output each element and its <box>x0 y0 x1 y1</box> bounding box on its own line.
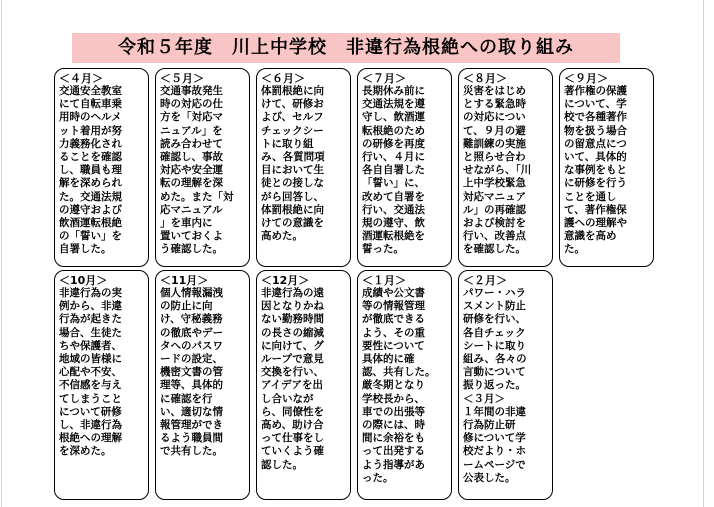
text-line: ニュアル」を <box>160 124 223 137</box>
text-line: 酒運転根絶を <box>362 230 425 243</box>
text-line: 物を扱う場合 <box>564 124 627 137</box>
text-line: 機密文書の管 <box>160 366 223 379</box>
text-line: 誓った。 <box>362 243 404 256</box>
text-line: るよう職員間 <box>160 432 223 445</box>
text-line: ら、同僚性を <box>261 405 324 418</box>
text-line: の研修を再度 <box>362 137 425 150</box>
month-text <box>564 85 650 257</box>
page-edge-line-right <box>703 0 704 507</box>
month-text <box>59 85 145 257</box>
text-line: スメント防止 <box>463 300 526 313</box>
text-line: 体罰根絶に向 <box>261 203 324 216</box>
text-line: し合いなが <box>261 392 314 405</box>
text-line: ット着用が努 <box>59 124 122 137</box>
text-line: 規の遵守、飲 <box>362 217 425 230</box>
text-line: シートに取り <box>463 339 526 352</box>
month-card-jul <box>357 68 452 267</box>
text-line: の留意点につ <box>564 137 627 150</box>
month-text <box>463 85 549 257</box>
text-line: 目において生 <box>261 164 324 177</box>
text-line: け、守秘義務 <box>160 313 223 326</box>
text-line: 徒との接しな <box>261 177 324 190</box>
text-line: めた。また「対 <box>160 190 234 203</box>
text-line: 「誓い」に、 <box>362 177 425 190</box>
month-card-jun <box>256 68 351 267</box>
text-line: よう指導があ <box>362 458 425 471</box>
page-edge-line-left <box>1 0 2 507</box>
month-heading: ＜12月＞ <box>261 274 310 287</box>
text-line: てしまうこと <box>59 392 122 405</box>
text-line: を確認した。 <box>463 243 526 256</box>
text-line: に研修を行う <box>564 177 627 190</box>
text-line: う確認した。 <box>160 243 223 256</box>
text-line: 対応マニュア <box>463 190 526 203</box>
text-line: 認した。 <box>261 458 303 471</box>
text-line: 用時のヘルメ <box>59 111 122 124</box>
text-line: 交換を行い、 <box>261 366 324 379</box>
text-line: が徹底できる <box>362 313 425 326</box>
text-line: の対応につい <box>463 111 526 124</box>
text-line: 認、共有した。 <box>362 366 436 379</box>
text-line: 因となりかね <box>261 300 324 313</box>
text-line: 地域の皆様に <box>59 353 122 366</box>
text-line: 転の理解を深 <box>160 177 223 190</box>
text-line: って仕事をし <box>261 432 324 445</box>
text-line: の際には、時 <box>362 419 425 432</box>
text-line: に確認を行 <box>160 392 213 405</box>
month-text <box>261 287 347 472</box>
text-line: ていくよう確 <box>261 445 324 458</box>
month-heading: ＜11月＞ <box>160 274 209 287</box>
text-line: 行い、４月に <box>362 151 425 164</box>
text-line: 体罰根絶に向 <box>261 85 324 97</box>
text-line: 行い、交通法 <box>362 203 425 216</box>
text-line: た。交通法規 <box>59 190 122 203</box>
text-line: 公表した。 <box>463 471 516 484</box>
text-line: の「誓い」を <box>59 230 122 243</box>
month-text <box>362 287 448 485</box>
month-heading: ＜５月＞ <box>160 72 204 85</box>
text-line: い、適切な情 <box>160 405 223 418</box>
month-heading: ＜９月＞ <box>564 72 608 85</box>
text-line: 組み、各々の <box>463 353 527 366</box>
text-line: とする緊急時 <box>463 98 526 111</box>
text-line: よう、その重 <box>362 326 425 339</box>
text-line: し、職員も理 <box>59 164 122 177</box>
text-line: １年間の非違 <box>463 405 526 418</box>
text-line: について研修 <box>59 405 122 418</box>
month-card-apr <box>54 68 149 267</box>
text-line: 等の情報管理 <box>362 300 425 313</box>
text-line: および検討を <box>463 217 526 230</box>
month-card-feb-mar <box>458 270 553 500</box>
text-line: 行為が起きた <box>59 313 122 326</box>
text-line: 場合、生徒た <box>59 326 122 339</box>
text-line: よび、セルフ <box>261 111 324 124</box>
month-heading: ＜６月＞ <box>261 72 305 85</box>
text-line: ル」の再確認 <box>463 203 526 216</box>
text-line: 飲酒運転根絶 <box>59 217 122 230</box>
month-text <box>362 85 448 257</box>
text-line: けての意識を <box>261 217 324 230</box>
text-line: な事例をもと <box>564 164 627 177</box>
text-line: 応マニュアル <box>160 203 223 216</box>
page-title: 令和５年度 川上中学校 非違行為根絶への取り組み <box>118 37 574 58</box>
text-line: 学校長から、 <box>362 392 425 405</box>
text-line: 交通事故発生 <box>160 85 223 97</box>
text-line: 方を「対応マ <box>160 111 223 124</box>
month-heading: ＜２月＞ <box>463 274 507 287</box>
text-line: について、学 <box>564 98 627 111</box>
text-line: 転根絶のため <box>362 124 425 137</box>
text-line: 不信感を与え <box>59 379 122 392</box>
text-line: 高めた。 <box>261 230 303 243</box>
text-line: ることを確認 <box>59 151 122 164</box>
month-card-dec <box>256 270 351 500</box>
text-line: の遵守および <box>59 203 122 216</box>
text-line: 成績や公文書 <box>362 287 425 299</box>
text-line: 言動について <box>463 366 526 379</box>
text-line: 解を深められ <box>59 177 122 190</box>
text-line: 意識を高め <box>564 230 617 243</box>
text-line: 研修を行い、 <box>463 313 526 326</box>
text-line: 行為防止研 <box>463 419 516 432</box>
text-line: せながら、「川 <box>463 164 532 177</box>
month-text <box>261 85 347 243</box>
text-line: 具体的に確 <box>362 353 415 366</box>
text-line: 著作権の保護 <box>564 85 627 97</box>
text-line: 守し、飲酒運 <box>362 111 425 124</box>
text-line: 非違行為の実 <box>59 287 122 299</box>
text-line: 校だより・ホ <box>463 445 526 458</box>
text-line: った。 <box>362 471 394 484</box>
text-line: いて、具体的 <box>564 151 627 164</box>
text-line: の防止に向 <box>160 300 213 313</box>
text-line: って出発する <box>362 445 425 458</box>
text-line: 確認し、事故 <box>160 151 223 164</box>
month-card-oct <box>54 270 149 500</box>
text-line: 報管理ができ <box>160 419 223 432</box>
month-heading: ＜10月＞ <box>59 274 108 287</box>
text-line: 間に余裕をも <box>362 432 425 445</box>
text-line: ードの設定、 <box>160 353 223 366</box>
month-text <box>59 287 145 459</box>
text-line: 長期休み前に <box>362 85 425 97</box>
month-text <box>160 85 246 257</box>
text-line: ループで意見 <box>261 353 324 366</box>
text-line: ＜３月＞ <box>463 392 505 405</box>
text-line: し、非違行為 <box>59 419 122 432</box>
text-line: トに取り組 <box>261 137 314 150</box>
text-line: 時の対応の仕 <box>160 98 223 111</box>
text-line: と照らせ合わ <box>463 151 526 164</box>
text-line: チェックシー <box>261 124 324 137</box>
text-line: た。 <box>564 243 585 256</box>
text-line: ームページで <box>463 458 526 471</box>
text-line: 根絶への理解 <box>59 432 122 445</box>
text-line: 要性について <box>362 339 425 352</box>
text-line: 高め、助け合 <box>261 419 324 432</box>
text-line: ちや保護者、 <box>59 339 122 352</box>
text-line: の徹底やデー <box>160 326 223 339</box>
text-line: がら回答し、 <box>261 190 324 203</box>
text-line: 心配や不安、 <box>59 366 122 379</box>
text-line: 車での出張等 <box>362 405 425 418</box>
text-line: ことを通し <box>564 190 617 203</box>
text-line: 」を車内に <box>160 217 213 230</box>
text-line: 読み合わせて <box>160 137 223 150</box>
month-text <box>463 287 549 485</box>
month-heading: ＜１月＞ <box>362 274 406 287</box>
text-line: 置いておくよ <box>160 230 223 243</box>
text-line: 難訓練の実施 <box>463 137 526 150</box>
month-card-jan <box>357 270 452 500</box>
text-line: パワー・ハラ <box>463 287 526 299</box>
text-line: 例から、非違 <box>59 300 122 313</box>
text-line: 厳冬期となり <box>362 379 425 392</box>
text-line: み、各質問項 <box>261 151 325 164</box>
text-line: タへのパスワ <box>160 339 223 352</box>
text-line: にて自転車乗 <box>59 98 122 111</box>
month-text <box>160 287 246 459</box>
text-line: 対応や安全運 <box>160 164 223 177</box>
text-line: 修について学 <box>463 432 526 445</box>
month-heading: ＜８月＞ <box>463 72 507 85</box>
text-line: の長さの縮減 <box>261 326 324 339</box>
text-line: を深めた。 <box>59 445 112 458</box>
text-line: て、著作権保 <box>564 203 627 216</box>
text-line: で共有した。 <box>160 445 223 458</box>
text-line: 交通法規を遵 <box>362 98 425 111</box>
text-line: 自署した。 <box>59 243 112 256</box>
text-line: けて、研修お <box>261 98 324 111</box>
text-line: 各自自署した <box>362 164 425 177</box>
text-line: 上中学校緊急 <box>463 177 526 190</box>
text-line: 振り返った。 <box>463 379 526 392</box>
month-heading: ＜４月＞ <box>59 72 103 85</box>
text-line: 個人情報漏洩 <box>160 287 223 299</box>
month-card-aug <box>458 68 553 267</box>
text-line: 改めて自署を <box>362 190 425 203</box>
text-line: に向けて、グ <box>261 339 324 352</box>
month-card-sep <box>559 68 654 267</box>
text-line: 交通安全教室 <box>59 85 122 97</box>
text-line: 災害をはじめ <box>463 85 526 97</box>
text-line: 力義務化され <box>59 137 122 150</box>
text-line: 校で各種著作 <box>564 111 627 124</box>
text-line: て、９月の避 <box>463 124 526 137</box>
text-line: アイデアを出 <box>261 379 324 392</box>
month-card-nov <box>155 270 250 500</box>
text-line: 理等、具体的 <box>160 379 223 392</box>
text-line: ない勤務時間 <box>261 313 324 326</box>
month-card-may <box>155 68 250 267</box>
month-heading: ＜７月＞ <box>362 72 406 85</box>
text-line: 非違行為の遠 <box>261 287 324 299</box>
text-line: 護への理解や <box>564 217 627 230</box>
text-line: 各自チェック <box>463 326 526 339</box>
text-line: 行い、改善点 <box>463 230 526 243</box>
